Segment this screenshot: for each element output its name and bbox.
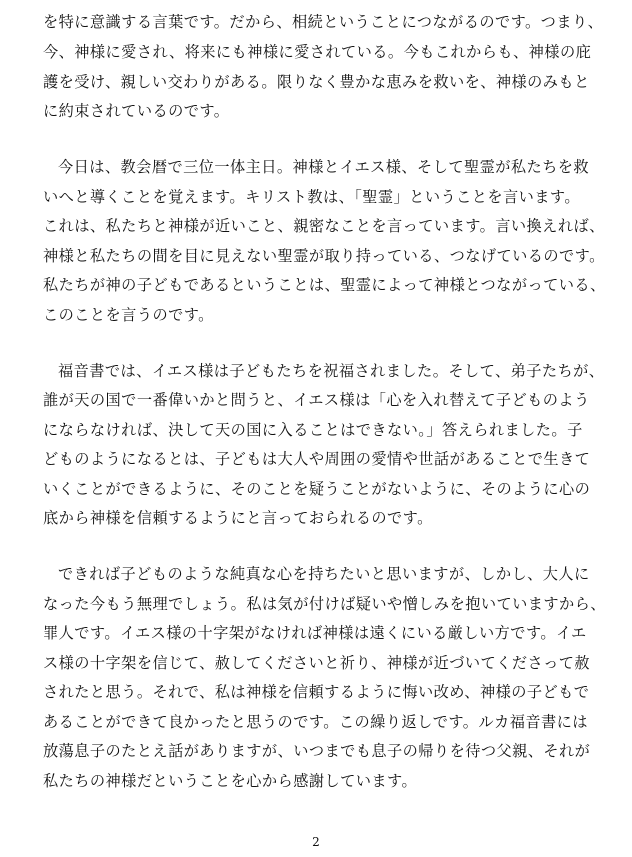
paragraph-line: に約束されているのです。 bbox=[43, 102, 230, 120]
paragraph-line: できれば子どものような純真な心を持ちたいと思いますが、しかし、大人に bbox=[58, 565, 590, 583]
paragraph-line: 神様と私たちの間を目に見えない聖霊が取り持っている、つなげているのです。 bbox=[43, 247, 605, 265]
paragraph-line: 今日は、教会暦で三位一体主日。神様とイエス様、そして聖霊が私たちを救 bbox=[58, 158, 590, 176]
paragraph-line: あることができて良かったと思うのです。この繰り返しです。ルカ福音書には bbox=[43, 713, 588, 731]
paragraph-line: にならなければ、決して天の国に入ることはできない。」答えられました。子 bbox=[43, 421, 583, 439]
paragraph-line: いへと導くことを覚えます。キリスト教は、「聖霊」ということを言います。 bbox=[43, 188, 580, 206]
paragraph-line: 今、神様に愛され、将来にも神様に愛されている。今もこれからも、神様の庇 bbox=[43, 43, 592, 61]
paragraph-line: 護を受け、親しい交わりがある。限りなく豊かな恵みを救いを、神様のみもと bbox=[43, 73, 590, 91]
paragraph-line: 底から神様を信頼するようにと言っておられるのです。 bbox=[43, 509, 433, 527]
paragraph-line: どものようになるとは、子どもは大人や周囲の愛情や世話があることで生きて bbox=[43, 450, 591, 468]
paragraph-line: このことを言うのです。 bbox=[43, 306, 214, 324]
paragraph-line: 放蕩息子のたとえ話がありますが、いつまでも息子の帰りを待つ父親、それが bbox=[43, 742, 591, 760]
page-number: 2 bbox=[312, 835, 320, 849]
paragraph-line: いくことができるように、そのことを疑うことがないように、そのように心の bbox=[43, 480, 591, 498]
paragraph-line: 罪人です。イエス様の十字架がなければ神様は遠くにいる厳しい方です。イエ bbox=[43, 624, 587, 642]
paragraph-line: 福音書では、イエス様は子どもたちを祝福されました。そして、弟子たちが、 bbox=[58, 362, 605, 380]
paragraph-line: ス様の十字架を信じて、赦してくださいと祈り、神様が近づいてくださって赦 bbox=[43, 654, 591, 672]
paragraph-line: されたと思う。それで、私は神様を信頼するように悔い改め、神様の子どもで bbox=[43, 683, 590, 701]
paragraph-line: を特に意識する言葉です。だから、相続ということにつながるのです。つまり、 bbox=[43, 13, 604, 31]
paragraph-line: これは、私たちと神様が近いこと、親密なことを言っています。言い換えれば、 bbox=[43, 217, 605, 235]
paragraph-line: 誰が天の国で一番偉いかと問うと、イエス様は「心を入れ替えて子どものよう bbox=[43, 391, 590, 409]
paragraph-line: なった今もう無理でしょう。私は気が付けば疑いや憎しみを抱いていますから、 bbox=[43, 595, 606, 613]
paragraph-line: 私たちの神様だということを心から感謝しています。 bbox=[43, 772, 418, 790]
paragraph-line: 私たちが神の子どもであるということは、聖霊によって神様とつながっている、 bbox=[43, 276, 606, 294]
